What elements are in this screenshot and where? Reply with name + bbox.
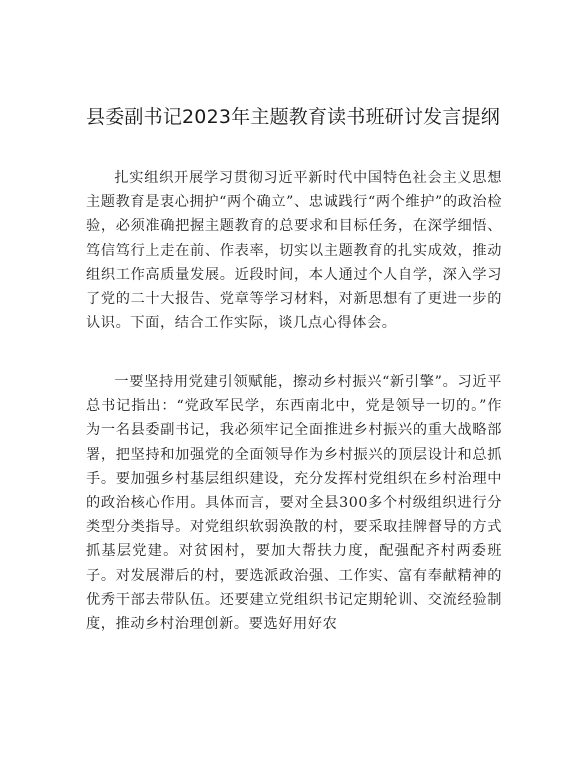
paragraph-intro: 扎实组织开展学习贯彻习近平新时代中国特色社会主义思想主题教育是衷心拥护“两个确立”、忠诚践行“两个维护”的政治检验，必须准确把握主题教育的总要求和目标任务，在深学细悟、笃信笃行上走在前、作表率，切实以主题教育的扎实成效，推动组织工作高质量发展。近段时间，本人通过个人自学，深入学习了党的二十大报告、党章等学习材料，对新思想有了更进一步的认识。下面，结合工作实际，谈几点心得体会。 bbox=[86, 170, 502, 332]
paragraph-point-one: 一要坚持用党建引领赋能，擦动乡村振兴“新引擎”。习近平总书记指出：“党政军民学，东西南北中，党是领导一切的。”作为一名县委副书记，我必须牢记全面推进乡村振兴的重大战略部署，把坚持和加强党的全面领导作为乡村振兴的顶层设计和总抓手。要加强乡村基层组织建设，充分发挥村党组织在乡村治理中的政治核心作用。具体而言，要对全县300多个村级组织进行分类型分类指导。对党组织软弱涣散的村，要采取挂牌督导的方式抓基层党建。对贫困村，要加大帮扶力度，配强配齐村两委班子。对发展滞后的村，要选派政治强、工作实、富有奉献精神的优秀干部去带队伍。还要建立党组织书记定期轮训、交流经验制度，推动乡村治理创新。要选好用好农 bbox=[86, 374, 502, 633]
document-title: 县委副书记2023年主题教育读书班研讨发言提纲 bbox=[86, 106, 500, 128]
